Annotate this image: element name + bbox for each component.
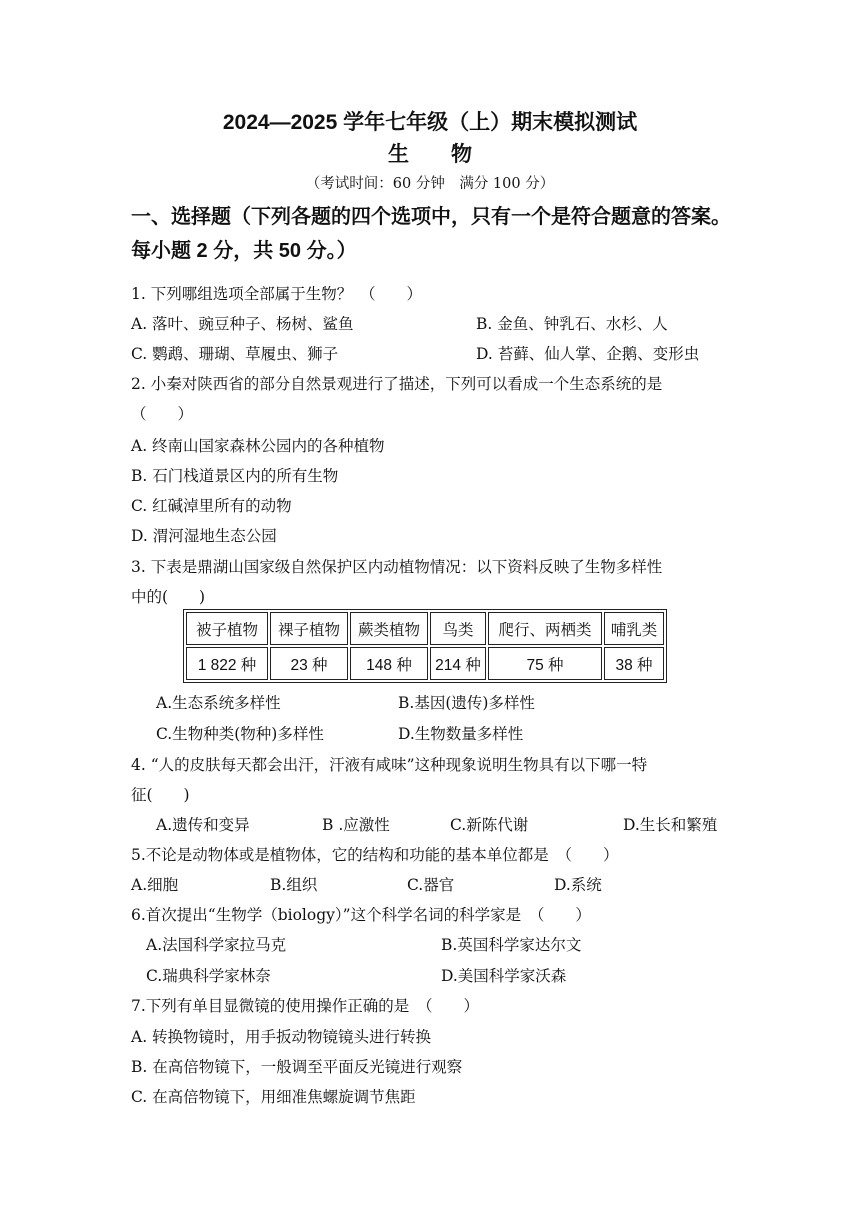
table-cell: 148 种 (350, 647, 428, 680)
section-heading-line1: 一、选择题（下列各题的四个选项中，只有一个是符合题意的答案。 (131, 206, 731, 228)
table-cell: 1 822 种 (186, 647, 268, 680)
question-3-option-a: A.生态系统多样性 (156, 694, 281, 712)
question-2-option-c: C. 红碱淖里所有的动物 (131, 497, 292, 515)
exam-info: （考试时间：60 分钟 满分 100 分） (305, 176, 555, 192)
question-7-option-b: B. 在高倍物镜下，一般调至平面反光镜进行观察 (131, 1058, 463, 1076)
question-2-stem-line2: （ ） (131, 405, 194, 423)
question-5-option-b: B.组织 (270, 876, 318, 894)
question-4-option-b: B .应激性 (322, 816, 390, 834)
table-header-cell: 蕨类植物 (350, 612, 428, 645)
question-2-option-b: B. 石门栈道景区内的所有生物 (131, 467, 339, 485)
question-3-option-c: C.生物种类(物种)多样性 (156, 725, 324, 743)
question-4-option-a: A.遗传和变异 (156, 816, 250, 834)
exam-title: 2024—2025 学年七年级（上）期末模拟测试 (222, 111, 638, 134)
table-header-cell: 被子植物 (186, 612, 268, 645)
question-2-stem-line1: 2. 小秦对陕西省的部分自然景观进行了描述，下列可以看成一个生态系统的是 (131, 375, 663, 393)
question-6-option-c: C.瑞典科学家林奈 (146, 967, 271, 985)
question-6-option-a: A.法国科学家拉马克 (146, 936, 287, 954)
question-4-option-d: D.生长和繁殖 (623, 816, 718, 834)
table-row (186, 647, 664, 680)
table-header-cell: 裸子植物 (270, 612, 348, 645)
question-5-option-a: A.细胞 (131, 876, 179, 894)
question-1-option-d: D. 苔藓、仙人掌、企鹅、变形虫 (476, 345, 700, 363)
question-7-stem: 7.下列有单目显微镜的使用操作正确的是 （ ） (131, 997, 480, 1015)
table-cell: 23 种 (270, 647, 348, 680)
table-header-cell: 爬行、两栖类 (488, 612, 602, 645)
table-header-cell: 鸟类 (430, 612, 486, 645)
question-2-option-d: D. 渭河湿地生态公园 (131, 527, 277, 545)
question-5-option-d: D.系统 (554, 876, 602, 894)
question-5-option-c: C.器官 (407, 876, 455, 894)
table-header-row (186, 612, 664, 645)
question-3-option-b: B.基因(遗传)多样性 (398, 694, 535, 712)
question-1-option-b: B. 金鱼、钟乳石、水杉、人 (476, 315, 668, 333)
question-6-option-d: D.美国科学家沃森 (441, 967, 567, 985)
question-4-stem-line1: 4. “人的皮肤每天都会出汗，汗液有咸味”这种现象说明生物具有以下哪一特 (131, 756, 648, 774)
biodiversity-table (183, 609, 667, 683)
table-cell: 38 种 (604, 647, 664, 680)
question-3-option-d: D.生物数量多样性 (398, 725, 524, 743)
subject-title: 生 物 (388, 143, 472, 166)
question-4-option-c: C.新陈代谢 (450, 816, 529, 834)
question-7-option-c: C. 在高倍物镜下，用细准焦螺旋调节焦距 (131, 1088, 416, 1106)
question-1-stem: 1. 下列哪组选项全部属于生物？ （ ） (131, 285, 422, 303)
question-3-stem-line2: 中的( ) (131, 588, 206, 606)
question-4-stem-line2: 征( ) (131, 786, 190, 804)
question-1-option-a: A. 落叶、豌豆种子、杨树、鲨鱼 (131, 315, 354, 333)
section-heading-line2: 每小题 2 分，共 50 分。） (131, 240, 357, 262)
question-3-stem-line1: 3. 下表是鼎湖山国家级自然保护区内动植物情况：以下资料反映了生物多样性 (131, 558, 663, 576)
question-1-option-c: C. 鹦鹉、珊瑚、草履虫、狮子 (131, 345, 339, 363)
question-2-option-a: A. 终南山国家森林公园内的各种植物 (131, 437, 385, 455)
question-7-option-a: A. 转换物镜时，用手扳动物镜镜头进行转换 (131, 1028, 432, 1046)
question-6-stem: 6.首次提出“生物学（biology）”这个科学名词的科学家是 （ ） (131, 906, 591, 924)
table-cell: 214 种 (430, 647, 486, 680)
question-6-option-b: B.英国科学家达尔文 (441, 936, 582, 954)
question-5-stem: 5.不论是动物体或是植物体，它的结构和功能的基本单位都是 （ ） (131, 846, 619, 864)
table-header-cell: 哺乳类 (604, 612, 664, 645)
table-cell: 75 种 (488, 647, 602, 680)
